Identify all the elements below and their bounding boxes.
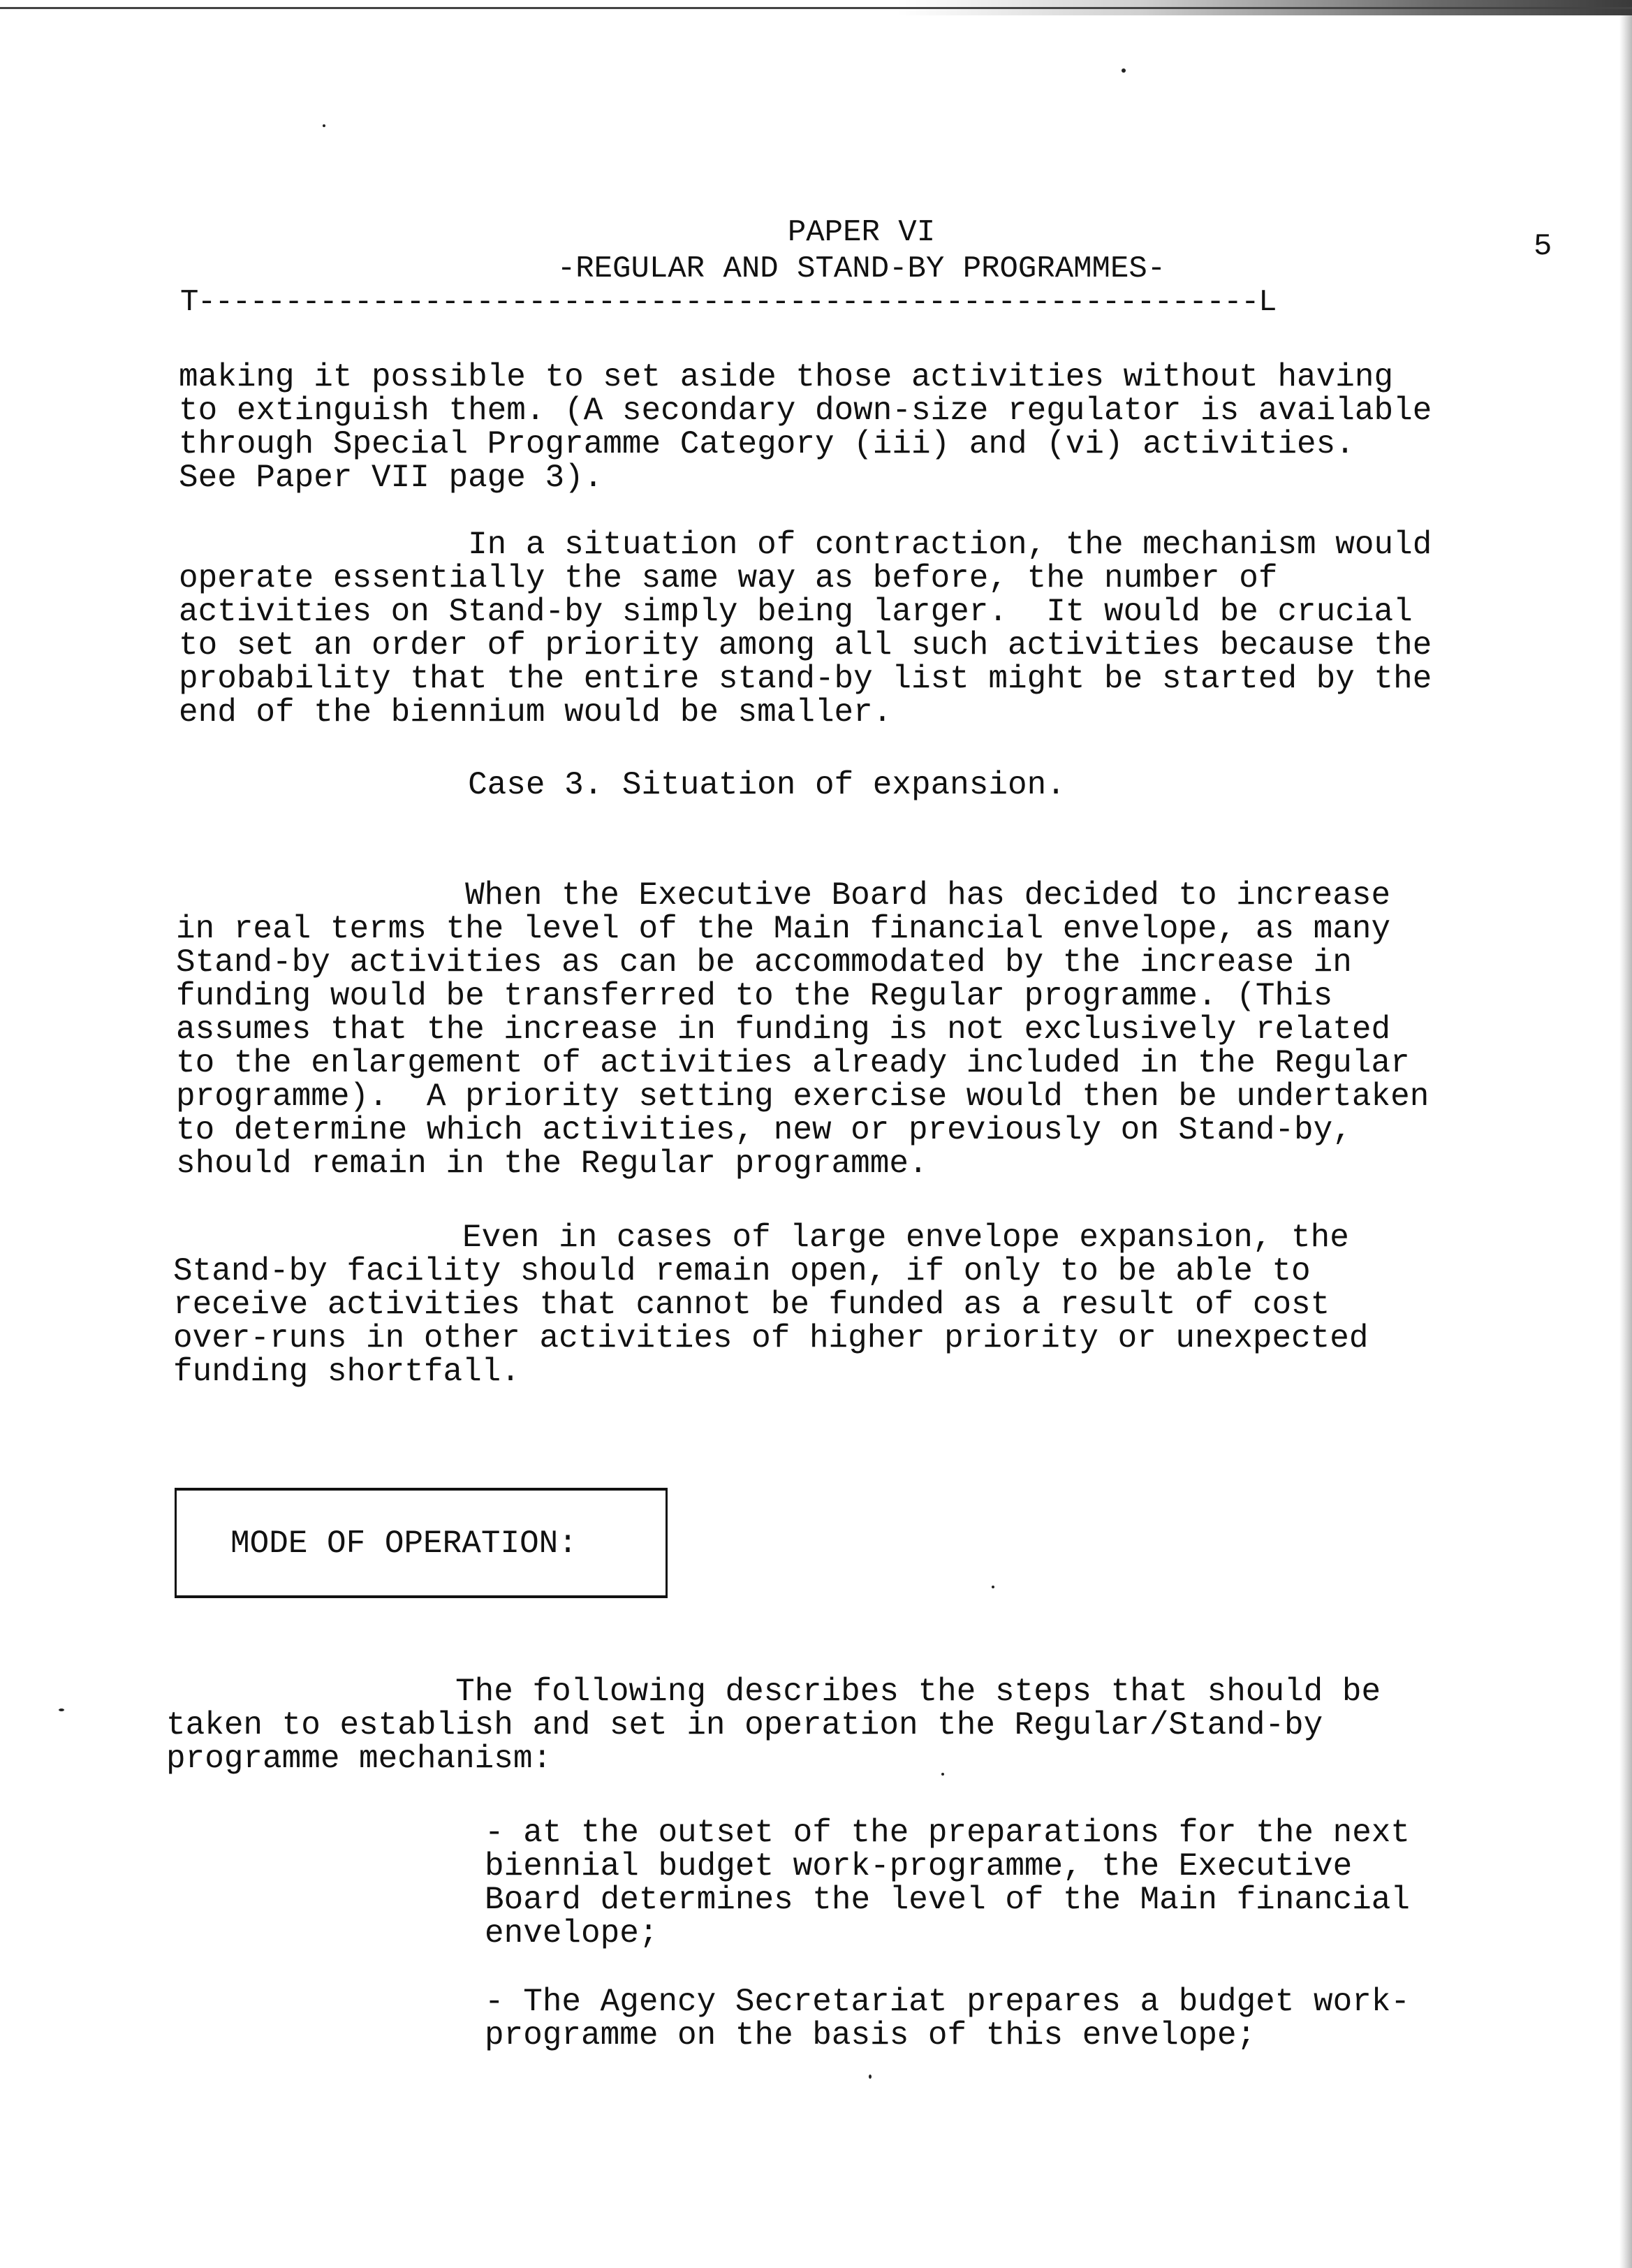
text-line: programme mechanism:: [166, 1741, 552, 1777]
list-item-secretariat: [485, 1985, 1410, 2052]
text-line: assumes that the increase in funding is not exclusively related: [176, 1011, 1391, 1048]
list-item-envelope: [485, 1816, 1410, 1950]
scan-speck: [323, 124, 325, 127]
text-line: See Paper VII page 3).: [179, 460, 603, 496]
scan-line-top: [0, 7, 1632, 9]
scan-speck: [1122, 68, 1126, 73]
text-line: Case 3. Situation of expansion.: [179, 767, 1066, 803]
text-line: - at the outset of the preparations for the next: [485, 1815, 1411, 1851]
text-line: activities on Stand-by simply being larger. It would be crucial: [179, 594, 1413, 630]
text-line: end of the biennium would be smaller.: [179, 694, 892, 731]
text-line: envelope;: [485, 1915, 659, 1952]
text-line: receive activities that cannot be funded as a result of cost: [173, 1287, 1330, 1323]
text-line: Stand-by activities as can be accommodated by the increase in: [176, 944, 1352, 981]
text-line: biennial budget work-programme, the Executive: [485, 1848, 1353, 1885]
page-number: 5: [1534, 229, 1552, 264]
text-line: programme on the basis of this envelope;: [485, 2017, 1256, 2054]
text-line: - The Agency Secretariat prepares a budget work-: [485, 1984, 1411, 2020]
text-line: Even in cases of large envelope expansion, the: [173, 1220, 1349, 1256]
text-line: to the enlargement of activities already included in the Regular: [176, 1045, 1410, 1081]
scan-edge-right: [1619, 15, 1632, 2268]
text-line: Stand-by facility should remain open, if only to be able to: [173, 1253, 1311, 1289]
header-rule: T-------------------------------------------------------------L: [180, 285, 1276, 320]
scan-speck: [59, 1709, 64, 1711]
text-line: operate essentially the same way as before, the number of: [179, 560, 1278, 597]
text-line: When the Executive Board has decided to increase: [176, 877, 1391, 914]
section-box-label: MODE OF OPERATION:: [230, 1526, 578, 1562]
paper-subtitle: -REGULAR AND STAND-BY PROGRAMMES-: [557, 251, 1166, 286]
text-line: Board determines the level of the Main financial: [485, 1882, 1411, 1918]
text-line: over-runs in other activities of higher priority or unexpected: [173, 1320, 1369, 1356]
text-line: probability that the entire stand-by list might be started by the: [179, 661, 1432, 697]
paragraph-contraction: [179, 528, 1432, 729]
text-line: to extinguish them. (A secondary down-size regulator is available: [179, 393, 1432, 429]
text-line: The following describes the steps that should be: [166, 1674, 1381, 1710]
case-heading: [179, 768, 1066, 802]
text-line: should remain in the Regular programme.: [176, 1146, 928, 1182]
paragraph-large-expansion: [173, 1221, 1368, 1389]
text-line: to set an order of priority among all such activities because the: [179, 627, 1432, 664]
text-line: through Special Programme Category (iii) and (vi) activities.: [179, 426, 1355, 462]
paragraph-mode-intro: [166, 1675, 1381, 1776]
text-line: making it possible to set aside those activities without having: [179, 359, 1394, 395]
paper-title: PAPER VI: [787, 215, 936, 250]
scan-speck: [992, 1586, 994, 1588]
text-line: taken to establish and set in operation the Regular/Stand-by: [166, 1707, 1323, 1743]
paragraph-intro: [179, 360, 1432, 495]
text-line: programme). A priority setting exercise would then be undertaken: [176, 1078, 1429, 1115]
text-line: funding shortfall.: [173, 1354, 520, 1390]
text-line: In a situation of contraction, the mechanism would: [179, 527, 1432, 563]
paragraph-expansion: [176, 879, 1429, 1180]
text-line: in real terms the level of the Main financial envelope, as many: [176, 911, 1391, 947]
text-line: funding would be transferred to the Regular programme. (This: [176, 978, 1333, 1014]
scan-speck: [869, 2075, 872, 2079]
text-line: to determine which activities, new or previously on Stand-by,: [176, 1112, 1352, 1148]
